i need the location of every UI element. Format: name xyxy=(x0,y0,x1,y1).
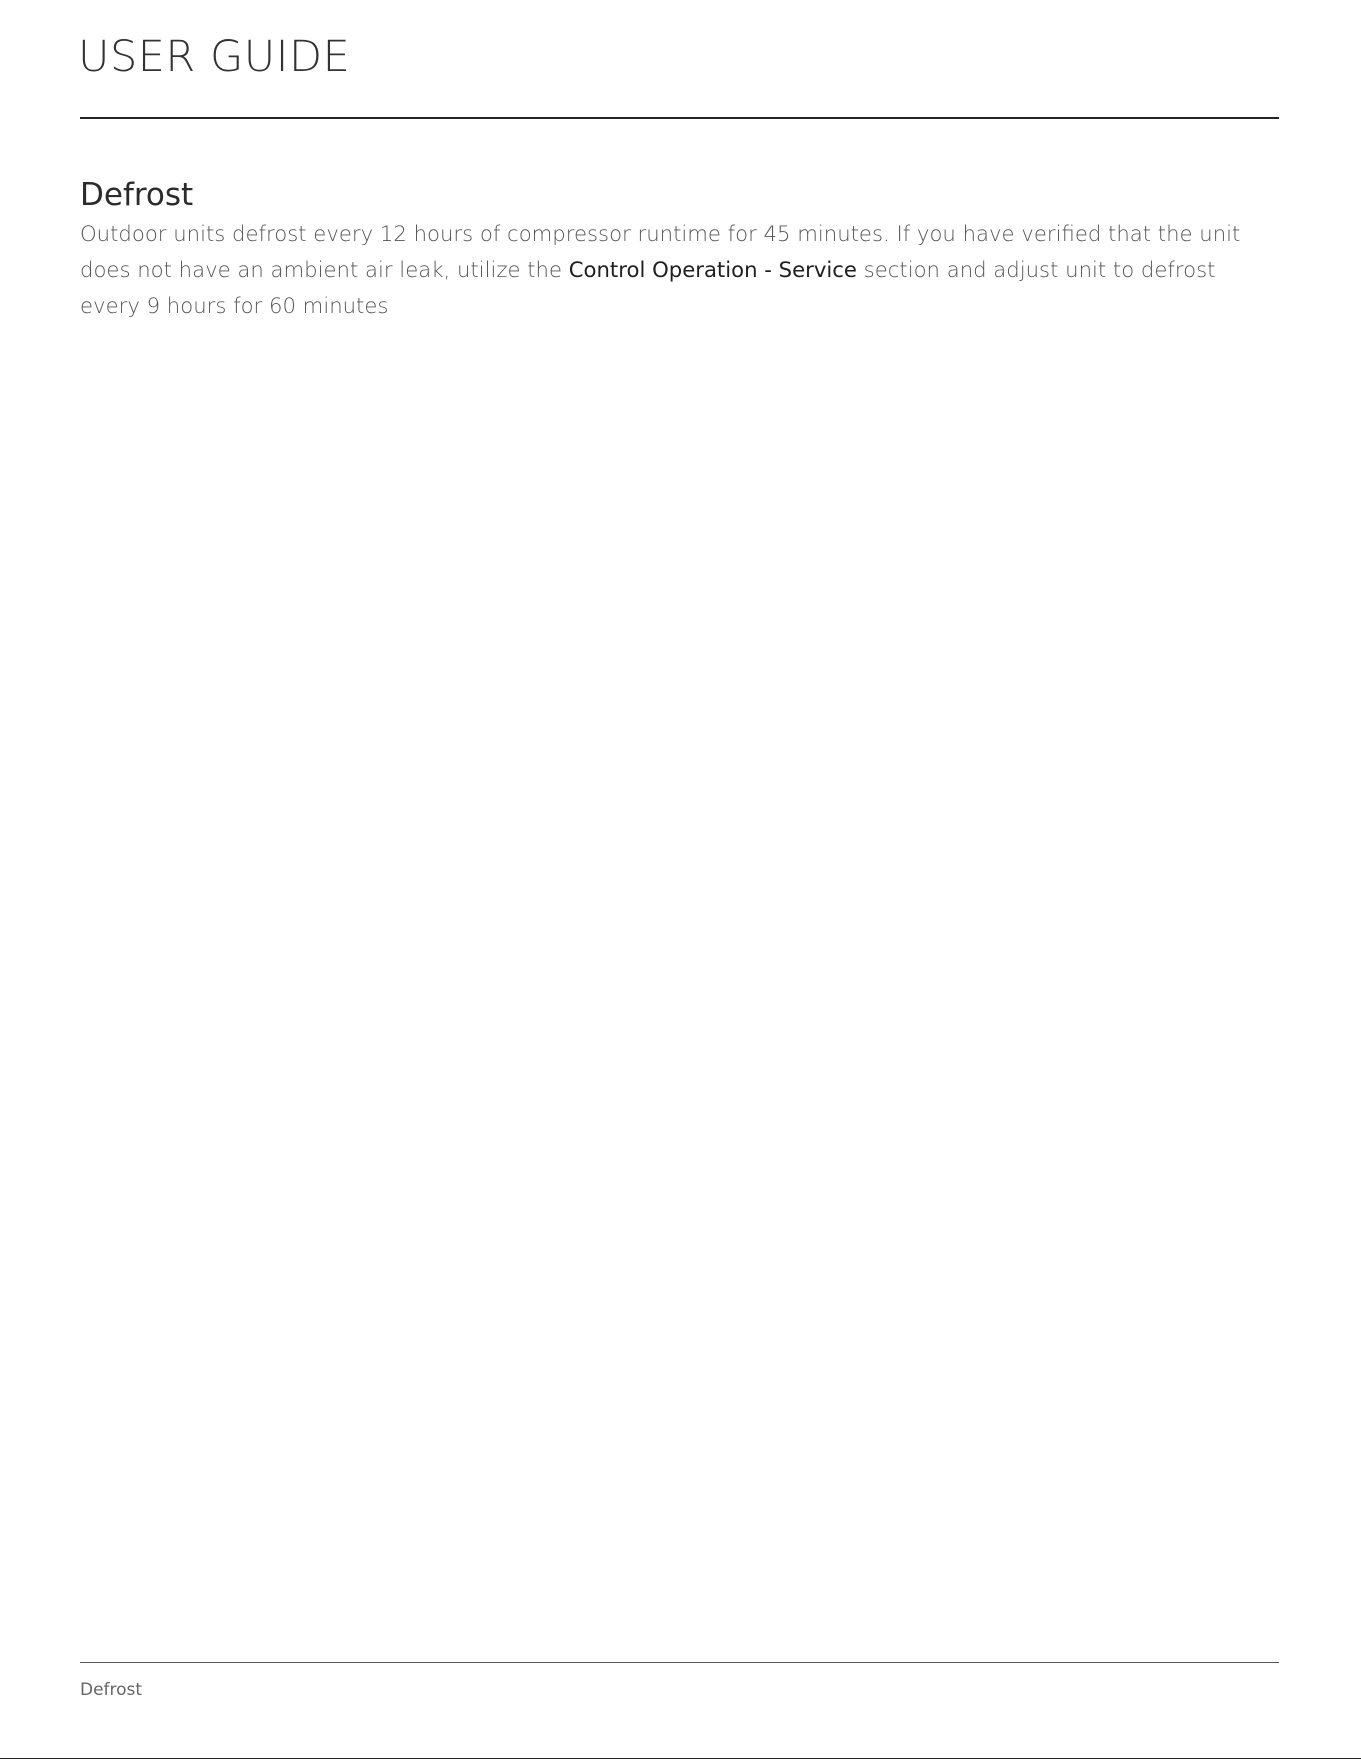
control-operation-service-link[interactable]: Control Operation - Service xyxy=(568,257,857,282)
paragraph-text-start: Outdoor units defrost every 12 hours of compressor runtime for 45 minutes. If you have verified that the unit does not have an ambient air leak, utilize the xyxy=(80,221,1241,282)
footer-section-label: Defrost xyxy=(80,1680,143,1700)
paragraph-text-end: section and adjust unit to defrost every 9 hours for 60 minutes xyxy=(80,257,1216,318)
section-title: Defrost xyxy=(80,176,194,213)
header-divider xyxy=(80,117,1279,119)
document-header-title: USER GUIDE xyxy=(78,32,351,82)
footer-divider xyxy=(80,1662,1279,1663)
section-paragraph xyxy=(80,216,1270,324)
page-bottom-edge xyxy=(0,1758,1361,1759)
